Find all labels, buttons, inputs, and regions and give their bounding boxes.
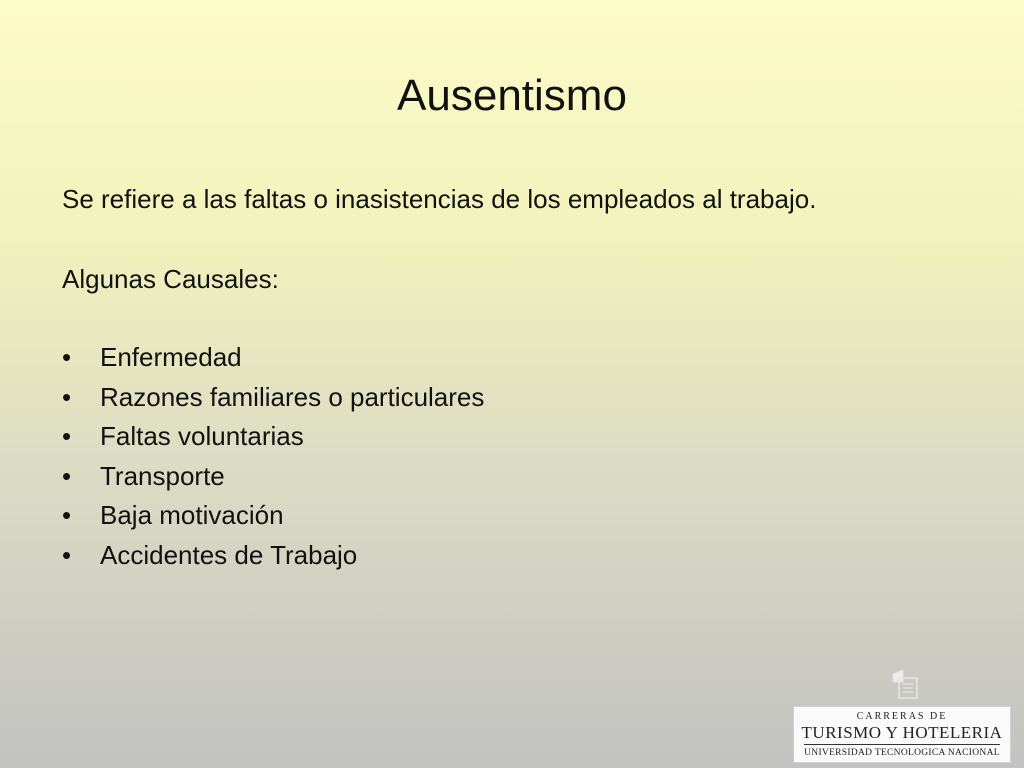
bullet-glyph: • (62, 460, 72, 491)
document-icon (891, 668, 921, 700)
causes-heading: Algunas Causales: (62, 264, 279, 294)
causes-list (62, 340, 484, 577)
cause-label: Baja motivación (100, 500, 284, 530)
institution-logo (793, 706, 1011, 763)
list-item (62, 538, 484, 578)
logo-line-2: TURISMO Y HOTELERIA (801, 723, 1003, 742)
cause-label: Accidentes de Trabajo (100, 539, 358, 570)
intro-text: Se refiere a las faltas o inasistencias de los empleados al trabajo. (62, 184, 817, 214)
list-item (62, 459, 484, 499)
bullet-glyph: • (62, 500, 72, 530)
logo-divider (804, 744, 1000, 745)
bullet-glyph: • (62, 342, 72, 372)
cause-label: Faltas voluntarias (100, 421, 304, 451)
logo-line-3: UNIVERSIDAD TECNOLOGICA NACIONAL (804, 748, 1000, 758)
bullet-glyph: • (62, 381, 72, 412)
bullet-glyph: • (62, 539, 72, 570)
list-item (62, 380, 484, 420)
list-item (62, 340, 484, 380)
bullet-glyph: • (62, 421, 72, 451)
logo-line-1: CARRERAS DE (856, 711, 948, 722)
list-item (62, 498, 484, 538)
slide-title: Ausentismo (397, 71, 627, 120)
list-item (62, 419, 484, 459)
cause-label: Razones familiares o particulares (100, 381, 485, 412)
cause-label: Transporte (100, 460, 225, 491)
cause-label: Enfermedad (100, 342, 242, 372)
